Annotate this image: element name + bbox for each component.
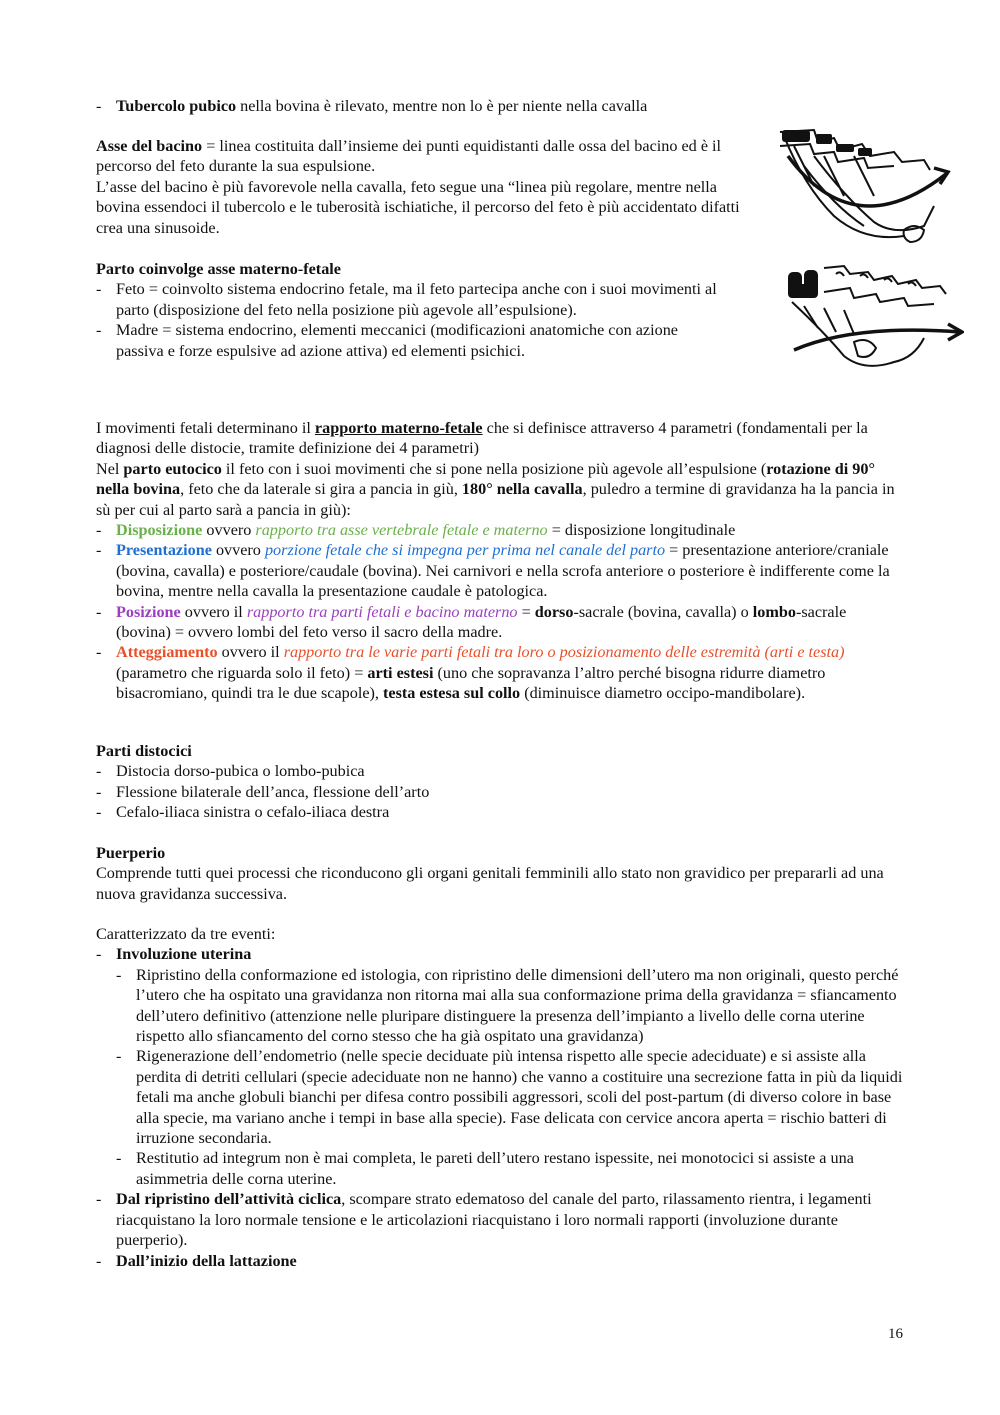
text: Nel xyxy=(96,459,124,478)
term: Disposizione xyxy=(116,521,203,540)
list-item xyxy=(96,1251,912,1271)
section-heading: Parti distocici xyxy=(96,742,192,760)
section-heading: Parto coinvolge asse materno-fetale xyxy=(96,260,341,278)
text: = presentazione anteriore/craniale (bovina, cavalla) e posteriore/caudale (bovina). Nei carnivori e nella scrofa anteriore o posteriore è indifferente come la bovina, mentre nella cavalla la presentazione caudale è patologica. xyxy=(116,541,890,601)
bullet-dash: - xyxy=(96,521,102,540)
definition: porzione fetale che si impegna per prima nel canale del parto xyxy=(264,541,666,560)
definition: rapporto tra asse vertebrale fetale e materno xyxy=(255,521,548,540)
text: , feto che da laterale si gira a pancia in giù, xyxy=(180,480,462,499)
bullet-dash: - xyxy=(96,762,102,781)
list-item xyxy=(96,320,722,361)
bullet-dash: - xyxy=(96,803,102,822)
list-item xyxy=(96,802,904,822)
bold-term: 180° nella cavalla xyxy=(461,480,583,499)
text: -sacrale (bovina, cavalla) o xyxy=(573,602,753,621)
pelvis-axis-figure-horse xyxy=(774,126,954,248)
bold-term: parto eutocico xyxy=(123,459,222,478)
term: Presentazione xyxy=(116,541,212,560)
bold-term: rotazione di 90° nella bovina xyxy=(96,459,875,499)
text: = xyxy=(517,602,535,621)
bullet-dash: - xyxy=(96,945,102,964)
definition: rapporto tra le varie parti fetali tra loro o posizionamento delle estremità (arti e testa) xyxy=(283,643,845,662)
text: Distocia dorso-pubica o lombo-pubica xyxy=(116,762,365,781)
text: ovvero il xyxy=(180,602,247,621)
list-item xyxy=(96,761,904,781)
text: nella bovina è rilevato, mentre non lo è per niente nella cavalla xyxy=(236,97,648,115)
bullet-dash: - xyxy=(96,643,102,662)
param-presentazione xyxy=(96,540,904,601)
bold-term: Dal ripristino dell’attività ciclica xyxy=(116,1190,342,1209)
text: = disposizione longitudinale xyxy=(547,521,736,540)
text: ovvero xyxy=(202,521,256,540)
term: Posizione xyxy=(116,602,181,621)
text: Rigenerazione dell’endometrio (nelle specie deciduate più intensa rispetto alle specie adeciduate) e si assiste alla perdita di detriti cellulari (specie adeciduate non ne hanno) che vanno a costituire una secrezione fatta in più da liquidi fetali ma anche globuli bianchi per difesa contro possibili aggressori, scoli del post-partum (di diverso colore in base alla specie, ma variano anche i tempi in base alla specie). Fase delicata con cervice ancora aperta = rischio batteri di irruzione secondaria. xyxy=(136,1047,903,1148)
puerperio-section xyxy=(96,843,904,904)
bullet-dash: - xyxy=(96,321,102,340)
text: = linea costituita dall’insieme dei punti equidistanti dalle ossa del bacino ed è il percorso del feto durante la sua espulsione. xyxy=(96,137,722,176)
text: ovvero xyxy=(211,541,265,560)
eventi-section xyxy=(96,924,912,1271)
list-item xyxy=(96,1189,912,1250)
movimenti-section xyxy=(96,418,904,704)
bold-term: Tubercolo pubico xyxy=(116,97,237,115)
text: ovvero il xyxy=(217,643,284,662)
bold-term: testa estesa sul collo xyxy=(383,684,521,703)
bullet-dash: - xyxy=(96,782,102,801)
text: I movimenti fetali determinano il xyxy=(96,419,315,437)
asse-bacino-paragraph xyxy=(96,136,754,238)
bold-term: arti estesi xyxy=(367,663,434,682)
bullet-dash: - xyxy=(96,1251,102,1270)
text: Madre = sistema endocrino, elementi meccanici (modificazioni anatomiche con azione passiva e forze espulsive ad azione attiva) ed elementi psichici. xyxy=(116,321,678,360)
param-posizione xyxy=(96,602,904,643)
pelvis-axis-figure-cow xyxy=(784,262,964,380)
bullet-dash: - xyxy=(116,1047,122,1066)
bullet-dash: - xyxy=(96,1190,102,1209)
bullet-dash: - xyxy=(116,1149,122,1168)
list-item xyxy=(96,944,912,964)
term: Atteggiamento xyxy=(116,643,218,662)
bullet-dash: - xyxy=(96,97,102,115)
bold-term: Asse del bacino xyxy=(96,137,203,155)
text: che si definisce attraverso 4 parametri (fondamentali per la diagnosi delle distocie, tramite definizione dei 4 parametri) xyxy=(96,419,868,458)
bold-term: Involuzione uterina xyxy=(116,945,252,964)
text: , puledro a termine di gravidanza ha la pancia in sù per cui al parto sarà a pancia in giù): xyxy=(96,480,895,519)
text: , scompare strato edematoso del canale del parto, rilassamento rientra, i legamenti riacquistano la loro normale tensione e le articolazioni riacquistano i loro normali rapporti (involuzione durante puerperio). xyxy=(116,1190,872,1250)
text: Ripristino della conformazione ed istologia, con ripristino delle dimensioni dell’utero ma non originali, questo perché l’utero che ha ospitato una gravidanza non ritorna mai alla sua conformazione prima della gravidanza = sfiancamento dell’utero definitivo (attenzione nelle pluripare distinguere la presenza dell’impianto a livello delle corna uterine rispetto allo sfiancamento del corno stesso che ha già ospitato una gravidanza) xyxy=(136,965,899,1046)
sub-list-item xyxy=(96,1046,912,1148)
text: Feto = coinvolto sistema endocrino fetale, ma il feto partecipa anche con i suoi movimenti al parto (disposizione del feto nella posizione più agevole all’espulsione). xyxy=(116,280,717,319)
bullet-dash: - xyxy=(96,541,102,560)
list-item xyxy=(96,279,722,320)
text: il feto con i suoi movimenti che si pone nella posizione più agevole all’espulsione ( xyxy=(221,459,767,478)
text: Caratterizzato da tre eventi: xyxy=(96,925,276,943)
text: Flessione bilaterale dell’anca, flessione dell’arto xyxy=(116,782,430,801)
definition: rapporto tra parti fetali e bacino materno xyxy=(246,602,518,621)
distocici-section xyxy=(96,741,904,823)
bullet-dash: - xyxy=(96,602,102,621)
sub-list-item xyxy=(96,1148,912,1189)
bold-term: lombo xyxy=(752,602,796,621)
intro-paragraph xyxy=(96,96,756,116)
section-heading: Puerperio xyxy=(96,844,166,862)
param-disposizione xyxy=(96,520,904,540)
text: (uno che sopravanza l’altro perché bisogna ridurre diametro bisacromiano, quindi tra le due scapole), xyxy=(116,663,826,703)
param-atteggiamento xyxy=(96,642,904,703)
bullet-dash: - xyxy=(96,280,102,299)
text: Restitutio ad integrum non è mai completa, le pareti dell’utero restano ispessite, nei monotocici si assiste a una asimmetria delle corna uterine. xyxy=(136,1149,854,1188)
bold-underlined-term: rapporto materno-fetale xyxy=(314,419,483,437)
text: Comprende tutti quei processi che riconducono gli organi genitali femminili allo stato non gravidico per prepararli ad una nuova gravidanza successiva. xyxy=(96,864,884,903)
bold-term: Dall’inizio della lattazione xyxy=(116,1251,297,1270)
text: (diminuisce diametro occipo-mandibolare). xyxy=(520,684,806,703)
list-item xyxy=(96,782,904,802)
text: -sacrale (bovina) = ovvero lombi del feto verso il sacro della madre. xyxy=(116,602,847,642)
page-number: 16 xyxy=(888,1326,903,1342)
sub-list-item xyxy=(96,965,912,1047)
text: L’asse del bacino è più favorevole nella cavalla, feto segue una “linea più regolare, mentre nella bovina essendoci il tubercolo e le tuberosità ischiatiche, il percorso del feto è più accidentato difatti crea una sinusoide. xyxy=(96,177,740,237)
text: Cefalo-iliaca sinistra o cefalo-iliaca destra xyxy=(116,803,390,822)
text: (parametro che riguarda solo il feto) = xyxy=(116,663,368,682)
parto-section xyxy=(96,259,722,361)
bullet-dash: - xyxy=(116,965,122,984)
bold-term: dorso xyxy=(534,602,574,621)
